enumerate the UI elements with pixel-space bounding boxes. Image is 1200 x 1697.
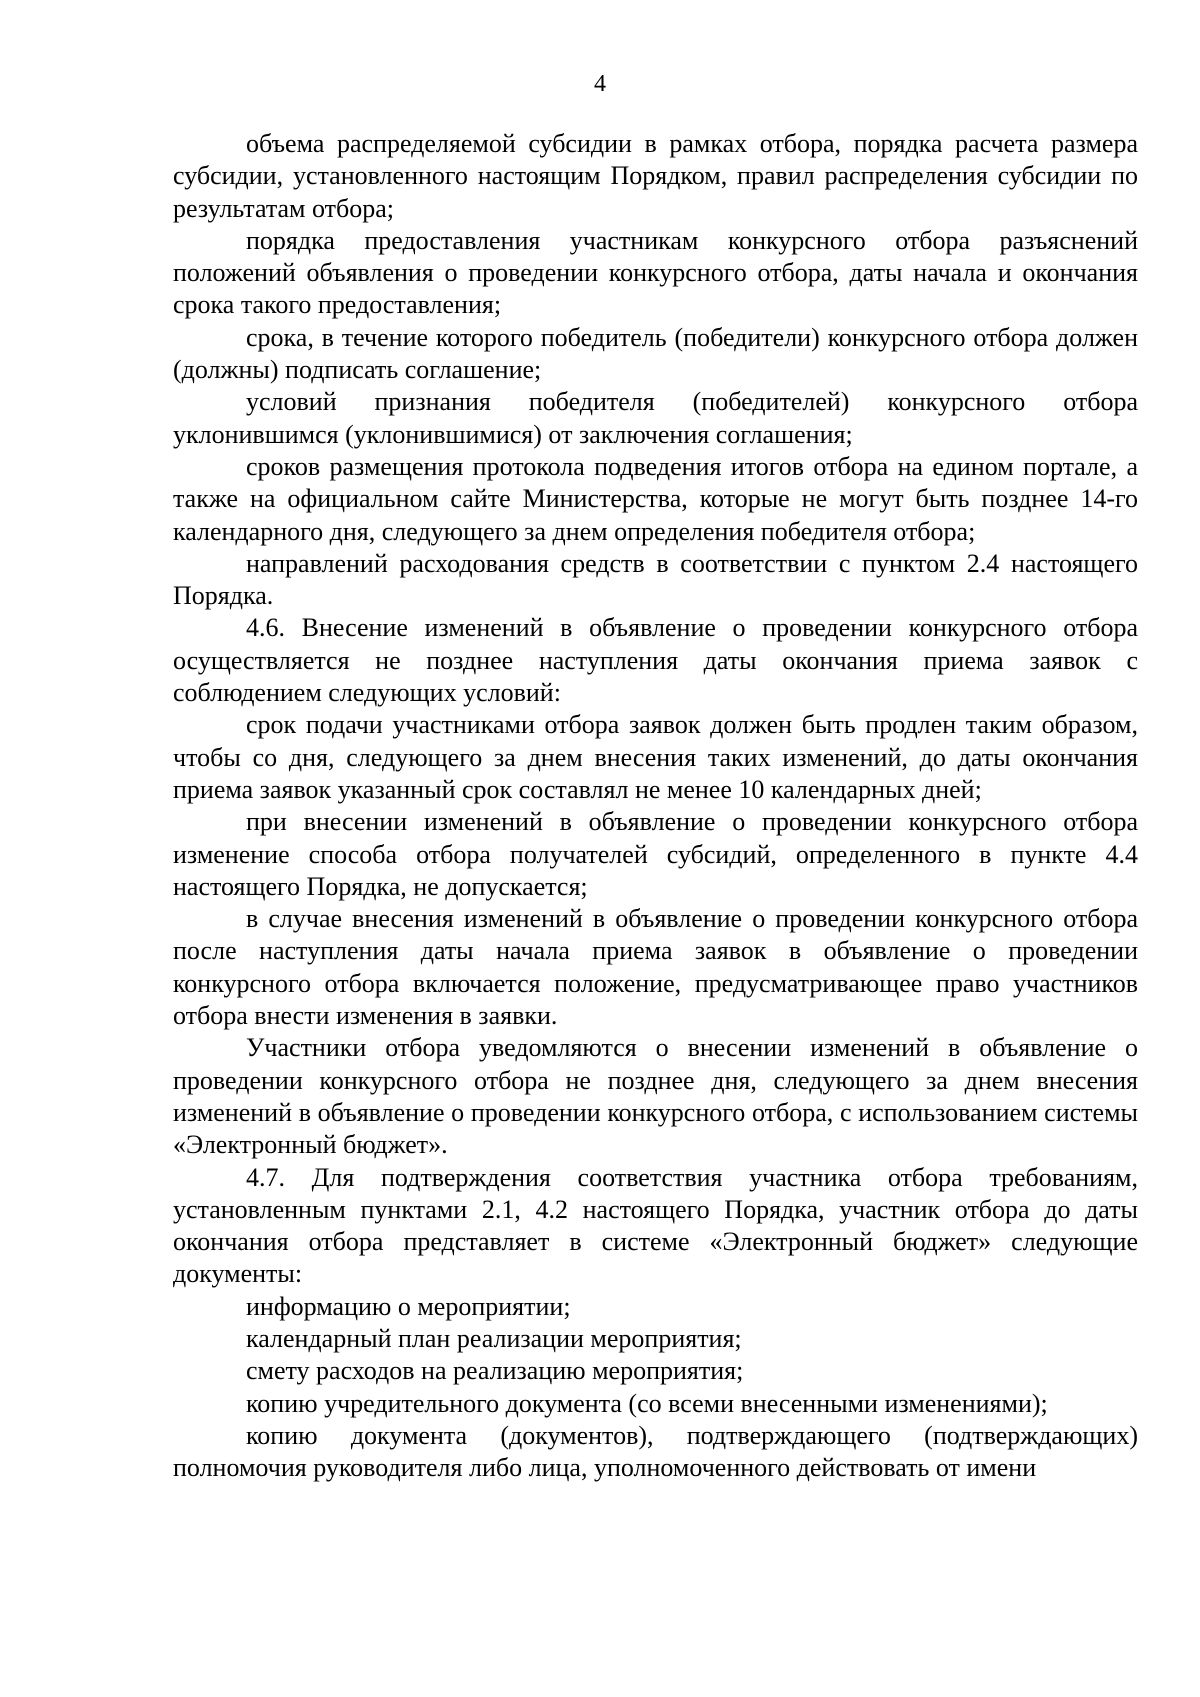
paragraph-amendment-right: в случае внесения изменений в объявление о проведении конкурсного отбора после наступления даты начала приема заявок в объявление о проведении конкурсного отбора включается положение, предусматривающее право участников отбора внести изменения в заявки.	[173, 904, 1138, 1031]
paragraph-protocol-terms: сроков размещения протокола подведения итогов отбора на едином портале, а также на официальном сайте Министерства, которые не могут быть позднее 14-го календарного дня, следующего за днем определения победителя отбора;	[173, 451, 1138, 546]
paragraph-participant-notice: Участники отбора уведомляются о внесении изменений в объявление о проведении конкурсного отбора не позднее дня, следующего за днем внесения изменений в объявление о проведении конкурсного отбора, с использованием системы «Электронный бюджет».	[173, 1033, 1138, 1160]
list-item-calendar-plan: календарный план реализации мероприятия;	[246, 1323, 742, 1353]
paragraph-evasion-conditions: условий признания победителя (победителей) конкурсного отбора уклонившимся (уклонившимися) от заключения соглашения;	[173, 387, 1138, 449]
paragraph-spending-directions: направлений расходования средств в соответствии с пунктом 2.4 настоящего Порядка.	[173, 548, 1138, 611]
paragraph-signing-term: срока, в течение которого победитель (победители) конкурсного отбора должен (должны) подписать соглашение;	[173, 322, 1138, 385]
list-item-authority-document: копию документа (документов), подтверждающего (подтверждающих) полномочия руководителя либо лица, уполномоченного действовать от имени	[173, 1420, 1138, 1483]
paragraph-section-4-6: 4.6. Внесение изменений в объявление о проведении конкурсного отбора осуществляется не позднее наступления даты окончания приема заявок с соблюдением следующих условий:	[173, 613, 1138, 708]
list-item-founding-document: копию учредительного документа (со всеми внесенными изменениями);	[246, 1388, 1048, 1418]
paragraph-subsidy-volume: объема распределяемой субсидии в рамках отбора, порядка расчета размера субсидии, установленного настоящим Порядком, правил распределения субсидии по результатам отбора;	[173, 129, 1138, 223]
page-number: 4	[594, 71, 606, 97]
paragraph-section-4-7: 4.7. Для подтверждения соответствия участника отбора требованиям, установленным пунктами 2.1, 4.2 настоящего Порядка, участник отбора до даты окончания отбора представляет в системе «Электронный бюджет» следующие документы:	[173, 1162, 1138, 1289]
paragraph-method-change: при внесении изменений в объявление о проведении конкурсного отбора изменение способа отбора получателей субсидий, определенного в пункте 4.4 настоящего Порядка, не допускается;	[173, 807, 1138, 901]
list-item-event-info: информацию о мероприятии;	[246, 1291, 571, 1321]
paragraph-deadline-extension: срок подачи участниками отбора заявок должен быть продлен таким образом, чтобы со дня, следующего за днем внесения таких изменений, до даты окончания приема заявок указанный срок составлял не менее 10 календарных дней;	[173, 710, 1138, 804]
paragraph-clarifications: порядка предоставления участникам конкурсного отбора разъяснений положений объявления о проведении конкурсного отбора, даты начала и окончания срока такого предоставления;	[173, 225, 1138, 320]
list-item-cost-estimate: смету расходов на реализацию мероприятия;	[246, 1356, 744, 1386]
document-body	[173, 128, 1138, 1484]
